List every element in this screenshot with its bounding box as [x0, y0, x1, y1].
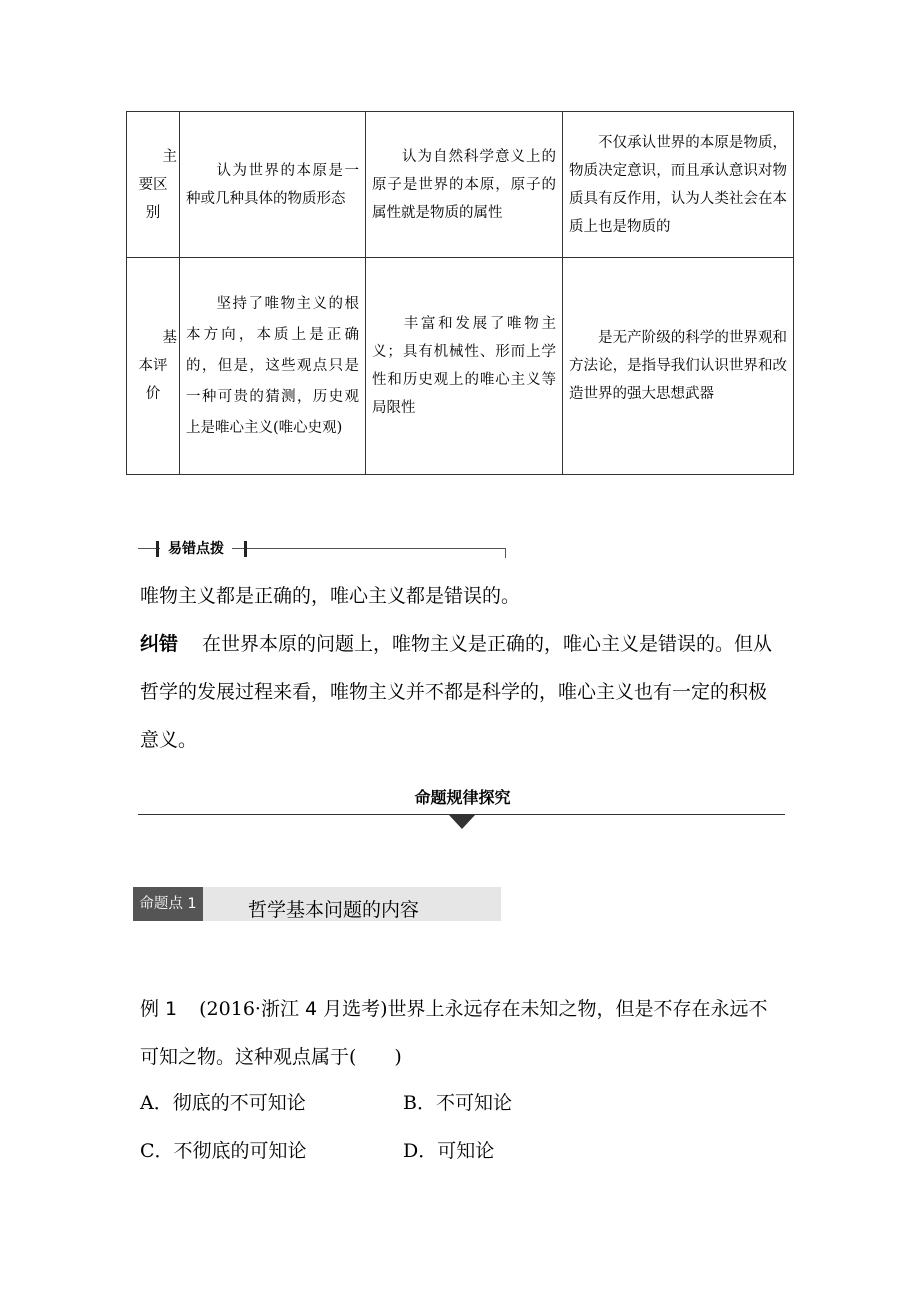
option-d[interactable]: D．可知论 [403, 1140, 495, 1162]
divider [505, 548, 506, 558]
option-a[interactable]: A．彻底的不可知论 [140, 1092, 306, 1114]
example-source: 浙江 4 月选考 [260, 998, 381, 1020]
table-cell: 认为自然科学意义上的原子是世界的本原，原子的属性就是物质的属性 [366, 112, 563, 258]
table-cell: 不仅承认世界的本原是物质，物质决定意识，而且承认意识对物质具有反作用，认为人类社会在本质上也是物质的 [563, 112, 794, 258]
table-cell: 坚持了唯物主义的根本方向，本质上是正确的，但是，这些观点只是一种可贵的猜测，历史观上是唯心主义(唯心史观) [180, 258, 366, 475]
tip-correction: 纠错 在世界本原的问题上，唯物主义是正确的，唯心主义是错误的。但从哲学的发展过程来看，唯物主义并不都是科学的，唯心主义也有一定的积极意义。 [140, 633, 773, 751]
tip-label: 易错点拨 [160, 538, 232, 560]
bar-icon [156, 541, 159, 557]
triangle-down-icon [449, 815, 475, 829]
table-cell: 认为世界的本原是一种或几种具体的物质形态 [180, 112, 366, 258]
table-row [127, 112, 794, 258]
bar-icon [244, 541, 247, 557]
row-header: 基 本评 价 [127, 258, 180, 475]
row-header: 主 要区 别 [127, 112, 180, 258]
table-cell: 是无产阶级的科学的世界观和方法论，是指导我们认识世界和改造世界的强大思想武器 [563, 258, 794, 475]
example-label: 例 1 [140, 998, 178, 1020]
point-title: 哲学基本问题的内容 [203, 887, 501, 921]
correction-label: 纠错 [140, 633, 179, 655]
comparison-table [126, 111, 794, 475]
point-tag: 命题点 1 [133, 887, 203, 921]
example-question: 例 1 (2016·浙江 4 月选考)世界上永远存在未知之物，但是不存在永远不可知之物。这种观点属于( ) [140, 998, 768, 1068]
option-b[interactable]: B．不可知论 [403, 1092, 512, 1114]
table-row [127, 258, 794, 475]
tip-statement: 唯物主义都是正确的，唯心主义都是错误的。 [140, 585, 521, 607]
table-cell: 丰富和发展了唯物主义；具有机械性、形而上学性和历史观上的唯心主义等局限性 [366, 258, 563, 475]
option-c[interactable]: C．不彻底的可知论 [140, 1140, 307, 1162]
section-title: 命题规律探究 [414, 788, 511, 807]
tip-header [138, 538, 506, 560]
